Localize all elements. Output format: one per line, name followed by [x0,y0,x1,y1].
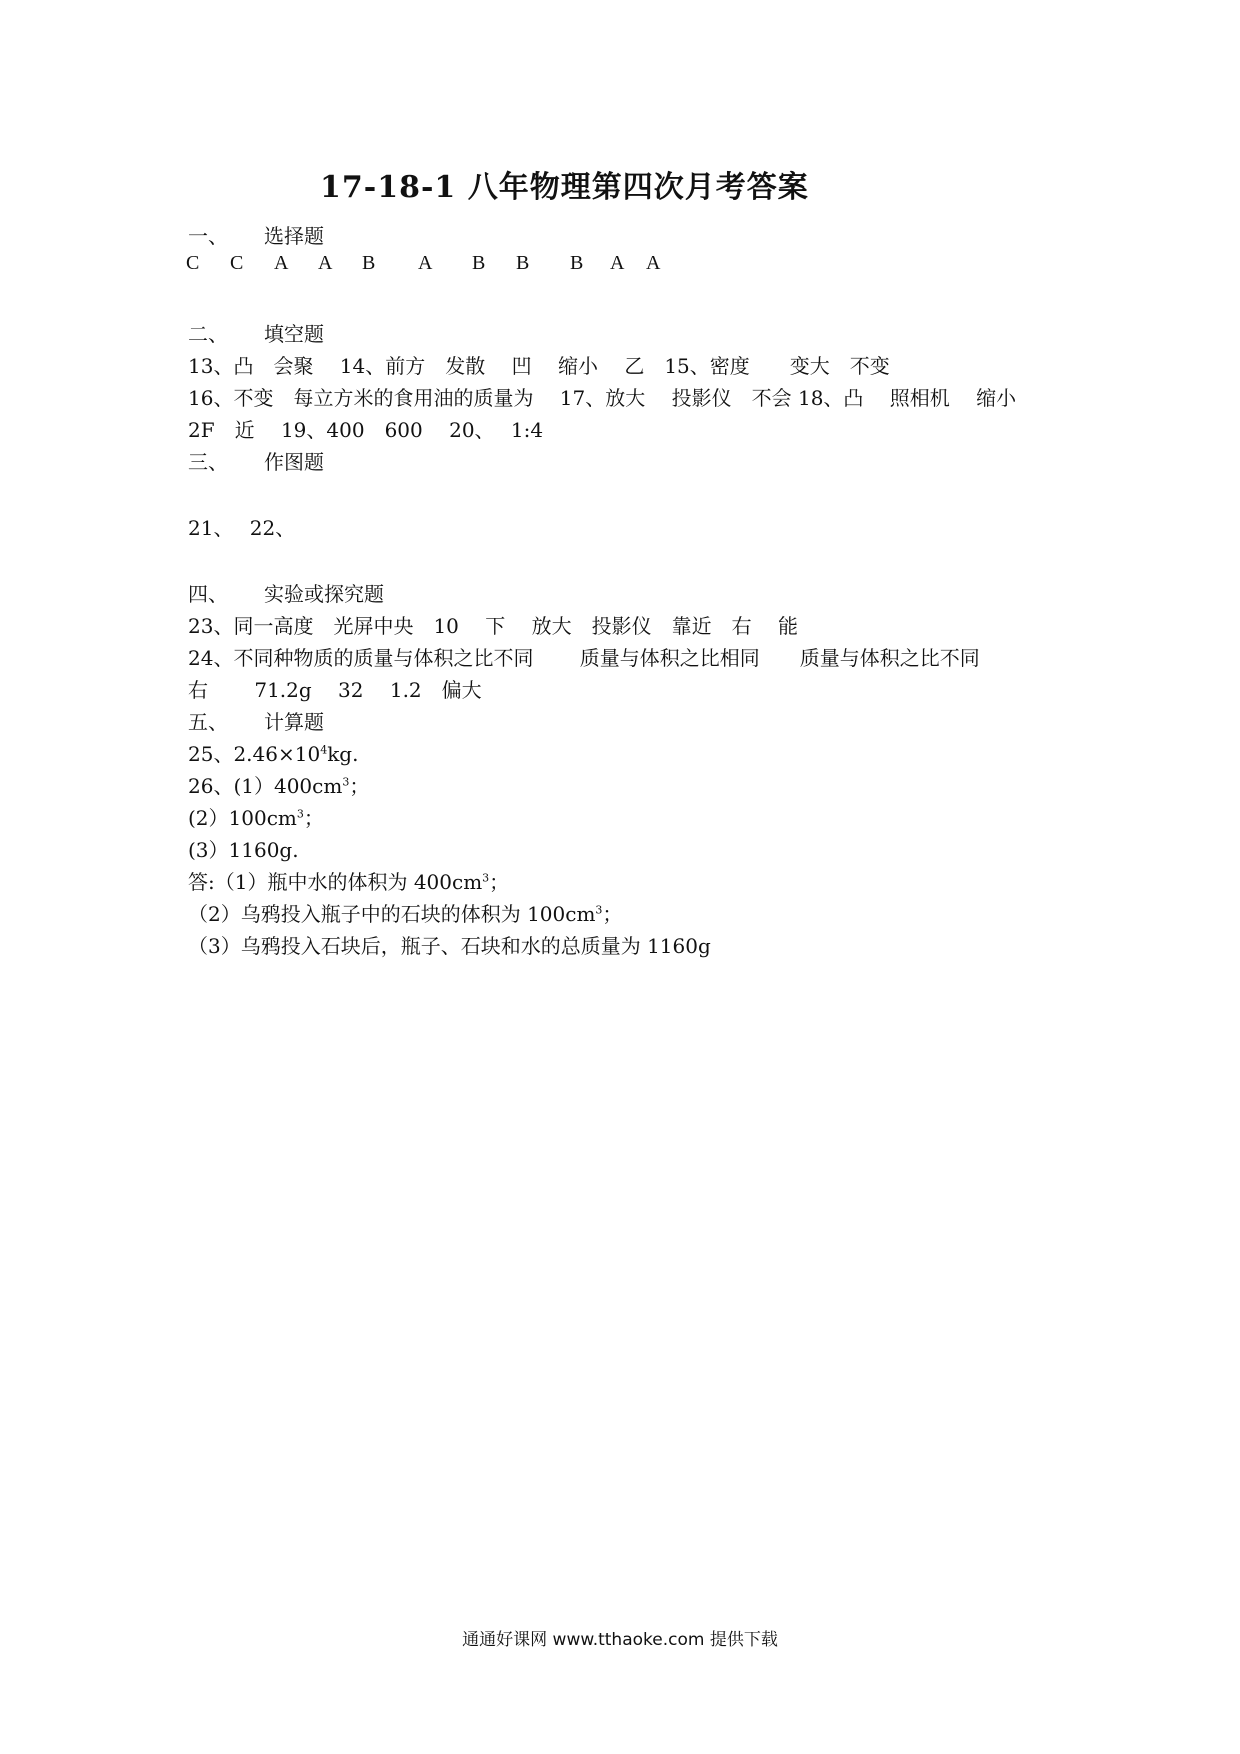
calc-q25 [188,738,358,767]
cube-exponent: 3 [342,775,350,789]
section-label: 实验或探究题 [264,582,384,606]
section-number: 四、 [188,582,228,606]
section-label: 填空题 [264,322,324,346]
choice-answer-1: C [186,252,200,274]
choice-answer-3: A [274,252,289,274]
choice-answer-8: B [516,252,530,274]
section-number: 二、 [188,322,228,346]
section-number: 五、 [188,710,228,734]
q26-1-text: 26、(1）400cm [188,774,343,798]
choice-answer-2: C [230,252,244,274]
fill-line-1: 13、凸 会聚 14、前方 发散 凹 缩小 乙 15、密度 变大 不变 [188,354,890,378]
section-heading-choice [188,220,324,249]
section-label: 计算题 [264,710,324,734]
choice-answer-10: A [610,252,625,274]
footer-credit: 通通好课网 www.tthaoke.com 提供下载 [462,1630,778,1650]
semicolon: ； [349,774,370,798]
answer-2-text: （2）乌鸦投入瓶子中的石块的体积为 100cm [188,902,596,926]
q25-text: 25、2.46×10 [188,742,321,766]
semicolon: ； [303,806,324,830]
answer-1-text: 答:（1）瓶中水的体积为 400cm [188,870,483,894]
choice-answer-7: B [472,252,486,274]
semicolon: ； [489,870,510,894]
q25-exponent: 4 [320,743,328,757]
drawing-answers: 21、 22、 [188,516,296,540]
page-title: 17-18-1 八年物理第四次月考答案 [320,170,809,205]
section-heading-drawing [188,446,324,475]
cube-exponent: 3 [296,807,304,821]
section-number: 一、 [188,224,228,248]
cube-exponent: 3 [595,903,603,917]
experiment-line-3: 右 71.2g 32 1.2 偏大 [188,678,482,702]
section-heading-fill [188,318,324,347]
fill-line-3: 2F 近 19、400 600 20、 1:4 [188,418,544,442]
section-heading-experiment [188,578,384,607]
choice-answer-11: A [646,252,661,274]
choice-answer-6: A [418,252,433,274]
answer-line-1 [188,866,509,895]
section-label: 选择题 [264,224,324,248]
choice-answer-9: B [570,252,584,274]
calc-q26-2 [188,802,324,831]
experiment-line-1: 23、同一高度 光屏中央 10 下 放大 投影仪 靠近 右 能 [188,614,798,638]
q26-2-text: (2）100cm [188,806,297,830]
calc-q26-1 [188,770,369,799]
semicolon: ； [602,902,623,926]
answer-line-2 [188,898,622,927]
cube-exponent: 3 [482,871,490,885]
section-label: 作图题 [264,450,324,474]
choice-answer-4: A [318,252,333,274]
q25-unit: kg. [327,742,359,766]
choice-answer-5: B [362,252,376,274]
experiment-line-2: 24、不同种物质的质量与体积之比不同 质量与体积之比相同 质量与体积之比不同 [188,646,980,670]
section-heading-calc [188,706,324,735]
fill-line-2: 16、不变 每立方米的食用油的质量为 17、放大 投影仪 不会 18、凸 照相机 缩小 [188,386,1017,410]
answer-line-3: （3）乌鸦投入石块后，瓶子、石块和水的总质量为 1160g [188,934,711,958]
section-number: 三、 [188,450,228,474]
calc-q26-3: (3）1160g. [188,838,299,862]
